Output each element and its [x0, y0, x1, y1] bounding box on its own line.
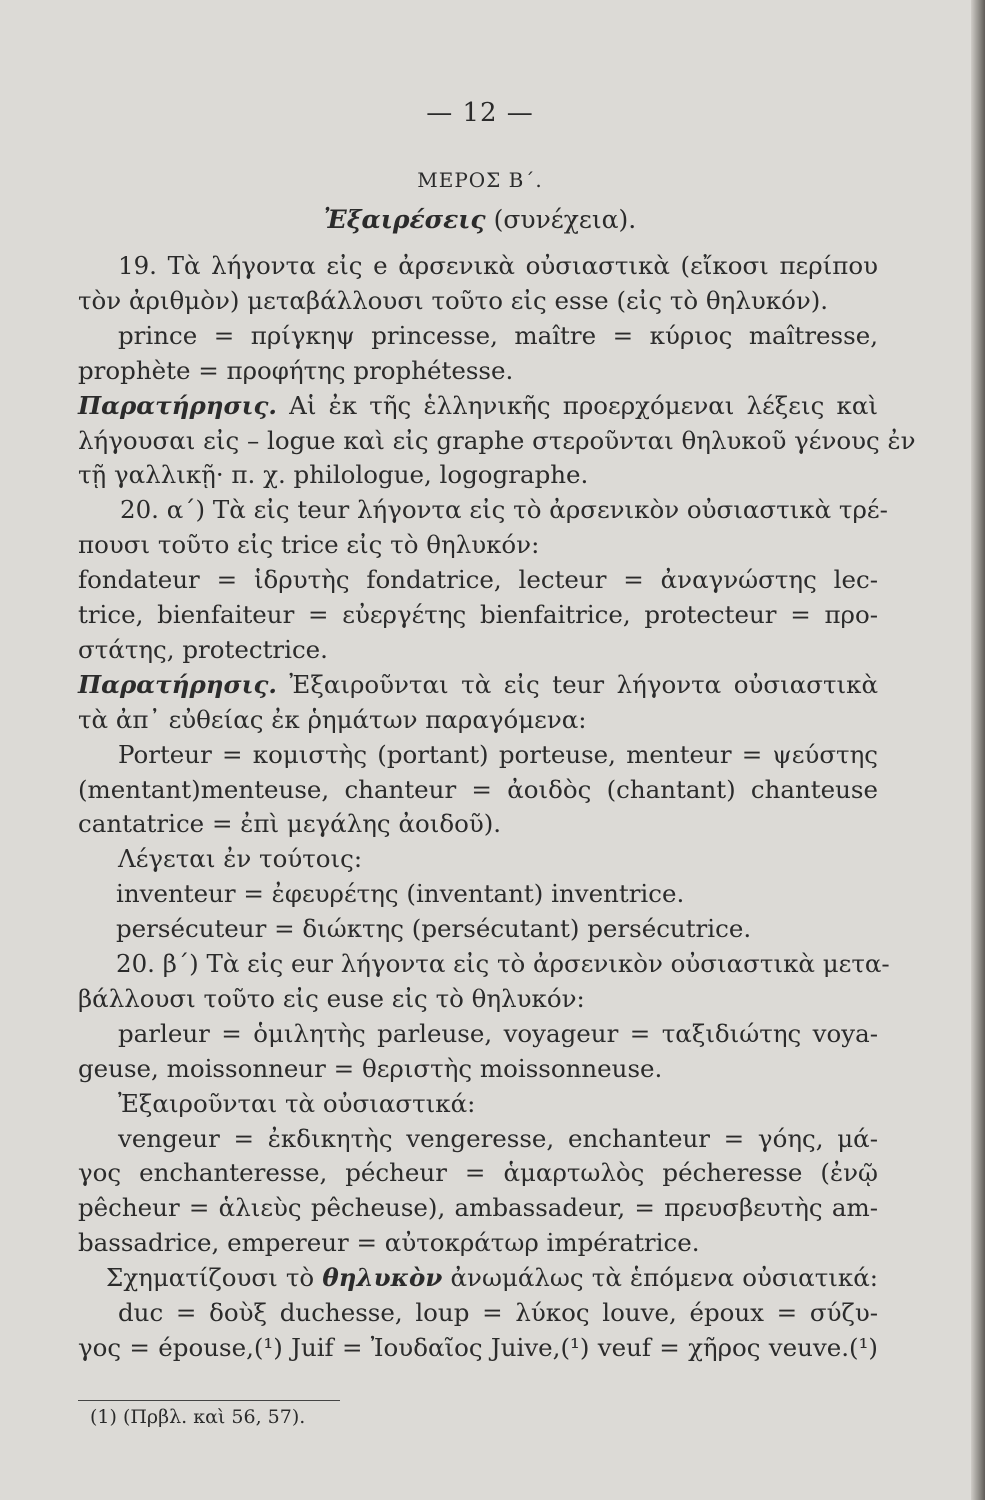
text-line — [78, 425, 916, 457]
text-line-content: vengeur = ἐκδικητὴς vengeresse, enchanteur = γόης, μά- — [118, 1123, 878, 1153]
text-line-content: 19. Τὰ λήγοντα εἰς e ἀρσενικὰ οὐσιαστικὰ (εἴκοσι περίπου — [118, 251, 878, 280]
text-line-content: γος = épouse,(¹) Juif = Ἰουδαῖος Juive,(¹) veuf = χῆρος veuve.(¹) — [78, 1332, 878, 1362]
text-line — [78, 704, 878, 736]
text-line — [118, 843, 878, 875]
text-line — [120, 494, 888, 526]
text-line-content: 20. α΄) Τὰ εἰς teur λήγοντα εἰς τὸ ἀρσενικὸν οὐσιαστικὰ τρέ- — [120, 495, 888, 525]
text-line — [78, 774, 878, 806]
page-number: — 12 — — [426, 98, 534, 128]
text-line — [78, 529, 878, 561]
text-line — [78, 285, 878, 317]
text-line-label: Παρατήρησις. — [78, 669, 277, 699]
text-line-content: duc = δοὺξ duchesse, loup = λύκος louve, époux = σύζυ- — [118, 1298, 878, 1327]
text-line — [78, 355, 878, 387]
text-line — [78, 1053, 878, 1085]
text-line — [78, 983, 878, 1015]
text-line — [118, 250, 878, 282]
text-line — [116, 913, 878, 945]
page-edge — [971, 0, 985, 1500]
text-line-label: θηλυκὸν — [322, 1263, 443, 1293]
text-line — [118, 1088, 878, 1120]
text-line — [118, 320, 878, 352]
text-line — [78, 808, 878, 840]
text-line — [118, 1123, 878, 1155]
text-line — [78, 669, 878, 701]
text-line-content: prophète = προφήτης prophétesse. — [78, 355, 514, 385]
text-line — [78, 599, 878, 631]
text-line-content: trice, bienfaiteur = εὐεργέτης bienfaitrice, protecteur = προ- — [78, 600, 878, 629]
footnote-rule — [78, 1400, 340, 1401]
text-line-content: Ἐξαιροῦνται τὰ οὐσιαστικά: — [118, 1088, 476, 1118]
part-heading: ΜΕΡΟΣ Β΄. — [417, 168, 543, 192]
footnote: (1) (Πρβλ. καὶ 56, 57). — [90, 1406, 306, 1428]
text-line-content: (mentant)menteuse, chanteur = ἀοιδὸς (chantant) chanteuse — [78, 774, 878, 804]
text-line — [116, 948, 890, 980]
text-line — [78, 634, 878, 666]
text-line-prefix: Σχηματίζουσι τὸ — [106, 1263, 323, 1293]
text-line-content: pêcheur = ἁλιεὺς pêcheuse), ambassadeur, = πρευσβευτὴς am- — [78, 1193, 878, 1223]
text-line — [116, 878, 878, 910]
text-line-content: persécuteur = διώκτης (persécutant) persécutrice. — [116, 914, 752, 944]
text-line — [106, 1262, 878, 1294]
section-title-main: Ἐξαιρέσεις — [323, 205, 486, 234]
section-title — [0, 205, 960, 234]
text-line-content: geuse, moissonneur = θεριστὴς moissonneuse. — [78, 1053, 663, 1083]
text-line-content: ἀνωμάλως τὰ ἑπόμενα οὐσιατικά: — [442, 1263, 878, 1293]
text-line-content: parleur = ὁμιλητὴς parleuse, voyageur = ταξιδιώτης voya- — [118, 1018, 878, 1048]
text-line-content: βάλλουσι τοῦτο εἰς euse εἰς τὸ θηλυκόν: — [78, 983, 585, 1013]
text-line-content: γος enchanteresse, pécheur = ἁμαρτωλὸς pécheresse (ἐνῷ — [78, 1158, 878, 1188]
text-line — [78, 1157, 878, 1189]
text-line — [118, 1297, 878, 1329]
text-line-content: πουσι τοῦτο εἰς trice εἰς τὸ θηλυκόν: — [78, 530, 540, 560]
text-line-content: inventeur = ἐφευρέτης (inventant) inventrice. — [116, 879, 685, 909]
text-line-content: cantatrice = ἐπὶ μεγάλης ἀοιδοῦ). — [78, 809, 502, 839]
section-title-suffix: (συνέχεια). — [493, 205, 637, 234]
text-line-content: 20. β΄) Τὰ εἰς eur λήγοντα εἰς τὸ ἀρσενικὸν οὐσιαστικὰ μετα- — [116, 949, 890, 978]
text-line — [78, 564, 878, 596]
text-line-content: λήγουσαι εἰς – logue καὶ εἰς graphe στεροῦνται θηλυκοῦ γένους ἐν — [78, 425, 916, 455]
text-line — [118, 739, 878, 771]
text-line — [78, 1332, 878, 1364]
text-line — [78, 1227, 878, 1259]
text-line-label: Παρατήρησις. — [78, 390, 277, 420]
text-line-content: Ἐξαιροῦνται τὰ εἰς teur λήγοντα οὐσιαστικὰ — [276, 669, 878, 699]
text-line-content: Porteur = κομιστὴς (portant) porteuse, menteur = ψεύστης — [118, 739, 878, 769]
text-line-content: τὰ ἀπ᾿ εὐθείας ἐκ ῥημάτων παραγόμενα: — [78, 704, 587, 734]
text-line-content: τὸν ἀριθμὸν) μεταβάλλουσι τοῦτο εἰς esse (εἰς τὸ θηλυκόν). — [78, 285, 829, 315]
text-line-content: Αἱ ἐκ τῆς ἑλληνικῆς προερχόμεναι λέξεις καὶ — [276, 390, 878, 420]
text-line — [78, 1192, 878, 1224]
text-line-content: Λέγεται ἐν τούτοις: — [118, 844, 363, 874]
text-line-content: bassadrice, empereur = αὐτοκράτωρ impératrice. — [78, 1228, 700, 1258]
text-line — [78, 390, 878, 422]
text-line-content: στάτης, protectrice. — [78, 634, 328, 664]
text-line-content: prince = πρίγκηψ princesse, maître = κύριος maîtresse, — [118, 320, 878, 350]
text-line-content: τῇ γαλλικῇ· π. χ. philologue, logographe. — [78, 460, 589, 490]
text-line — [118, 1018, 878, 1050]
text-line — [78, 459, 878, 491]
text-line-content: fondateur = ἱδρυτὴς fondatrice, lecteur = ἀναγνώστης lec- — [78, 565, 878, 595]
